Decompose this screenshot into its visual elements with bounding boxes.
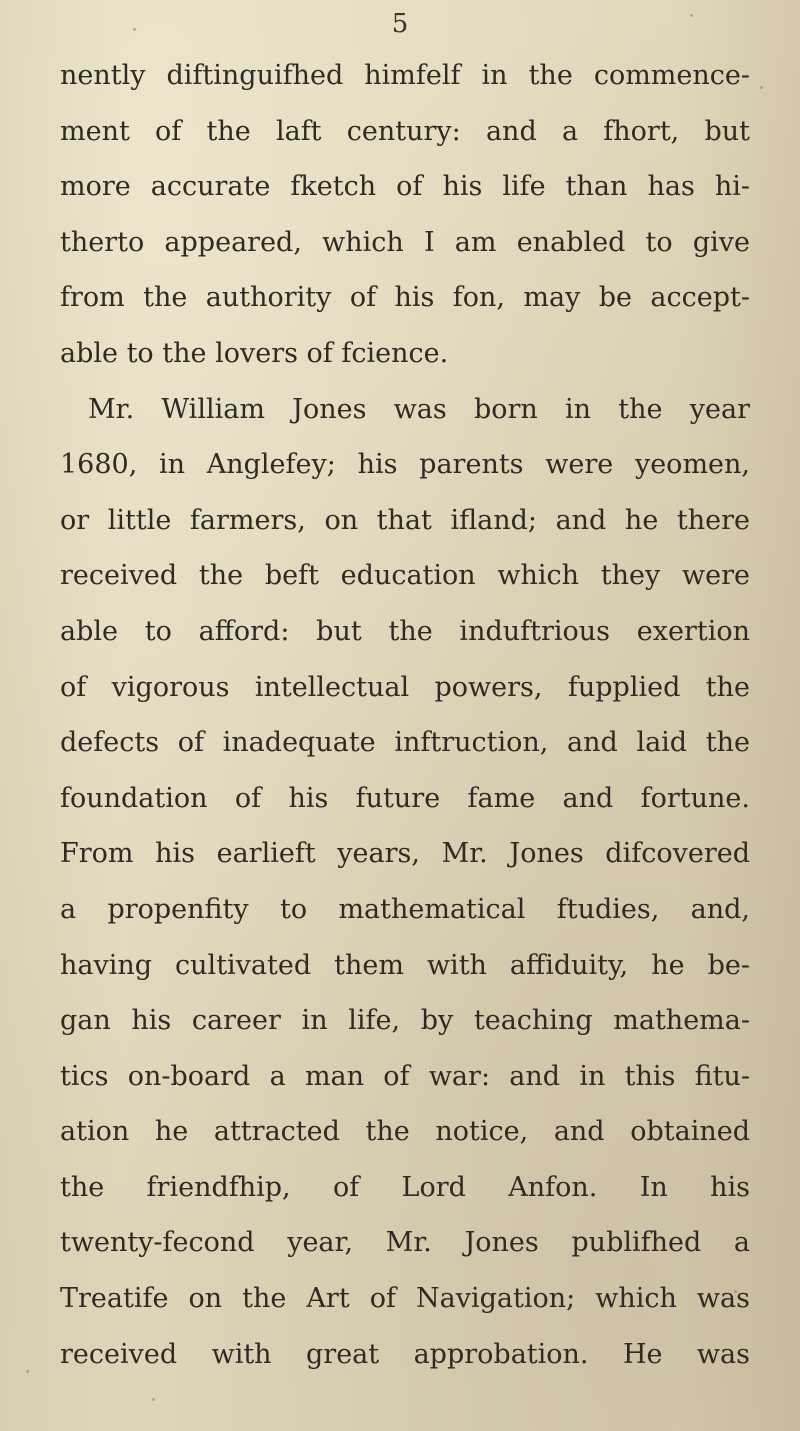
paragraph-end-line: able to the lovers of fcience. bbox=[60, 337, 449, 369]
text-line: tics on-board a man of war: and in this fitu- bbox=[60, 1060, 750, 1092]
body-text bbox=[60, 48, 750, 1382]
text-line: received the beft education which they were bbox=[60, 560, 750, 592]
text-line: Treatife on the Art of Navigation; which was bbox=[60, 1283, 750, 1315]
text-line: received with great approbation. He was bbox=[60, 1338, 750, 1370]
paper-speck bbox=[152, 1398, 155, 1401]
text-line: from the authority of his fon, may be accept- bbox=[60, 282, 750, 314]
text-line: ation he attracted the notice, and obtained bbox=[60, 1116, 750, 1148]
text-line: gan his career in life, by teaching mathema- bbox=[60, 1005, 750, 1037]
text-line: or little farmers, on that ifland; and he there bbox=[60, 504, 750, 536]
text-line: therto appeared, which I am enabled to give bbox=[60, 226, 750, 258]
text-line: nently diftinguifhed himfelf in the commence- bbox=[60, 60, 750, 91]
text-line: more accurate fketch of his life than has hi- bbox=[60, 171, 750, 203]
page-number: 5 bbox=[391, 9, 409, 39]
text-line: having cultivated them with affiduity, he be- bbox=[60, 949, 750, 981]
text-line: 1680, in Anglefey; his parents were yeomen, bbox=[60, 449, 750, 481]
text-line: twenty-fecond year, Mr. Jones publifhed a bbox=[60, 1227, 750, 1259]
paper-speck bbox=[26, 1370, 29, 1373]
text-line: of vigorous intellectual powers, fupplied the bbox=[60, 671, 750, 703]
text-line: foundation of his future fame and fortune. bbox=[60, 782, 750, 814]
text-line: the friendfhip, of Lord Anfon. In his bbox=[60, 1171, 750, 1203]
text-line: From his earlieft years, Mr. Jones difcovered bbox=[60, 838, 750, 870]
text-line: defects of inadequate inftruction, and laid the bbox=[60, 727, 750, 759]
text-line: able to afford: but the induftrious exertion bbox=[60, 615, 750, 647]
text-line: a propenfity to mathematical ftudies, and, bbox=[60, 893, 750, 925]
paper-speck bbox=[760, 86, 763, 89]
paragraph-start-line: Mr. William Jones was born in the year bbox=[88, 393, 750, 425]
text-line: ment of the laft century: and a fhort, but bbox=[60, 115, 750, 147]
